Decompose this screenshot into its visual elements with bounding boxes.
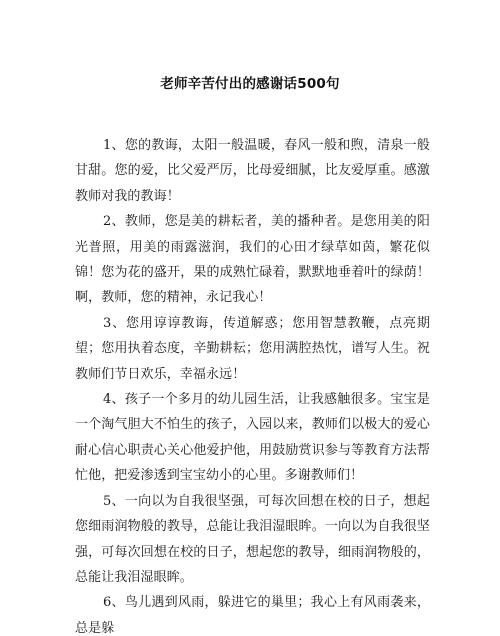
paragraph-4: 4、孩子一个多月的幼儿园生活，让我感触很多。宝宝是一个淘气胆大不怕生的孩子，入园以来，教师们以极大的爱心耐心信心职责心关心他爱护他，用鼓励赏识参与等教育方法帮忙他，把爱渗透到宝宝幼小的心里。多谢教师们！ — [75, 392, 430, 484]
paragraph-1: 1、您的教诲，太阳一般温暖，春风一般和煦，清泉一般甘甜。您的爱，比父爱严厉，比母爱细腻，比友爱厚重。感激教师对我的教诲！ — [75, 138, 430, 204]
paragraph-6: 6、鸟儿遇到风雨，躲进它的巢里；我心上有风雨袭来，总是躲 — [75, 595, 430, 636]
document-title: 老师辛苦付出的感谢话500句 — [160, 76, 340, 92]
paragraph-5: 5、一向以为自我很坚强，可每次回想在校的日子，想起您细雨润物般的教导，总能让我泪湿眼眸。一向以为自我很坚强，可每次回想在校的日子，想起您的教导，细雨润物般的，总能让我泪湿眼眸。 — [75, 493, 430, 585]
paragraph-3: 3、您用谆谆教诲，传道解惑；您用智慧教鞭，点亮期望；您用执着态度，辛勤耕耘；您用满腔热忱，谱写人生。祝教师们节日欢乐，幸福永远！ — [75, 315, 430, 382]
document-body — [75, 133, 430, 636]
paragraph-2: 2、教师，您是美的耕耘者，美的播种者。是您用美的阳光普照，用美的雨露滋润，我们的心田才绿草如茵，繁花似锦！您为花的盛开，果的成熟忙碌着，默默地垂着叶的绿荫！啊，教师，您的精神，永记我心！ — [75, 214, 430, 306]
